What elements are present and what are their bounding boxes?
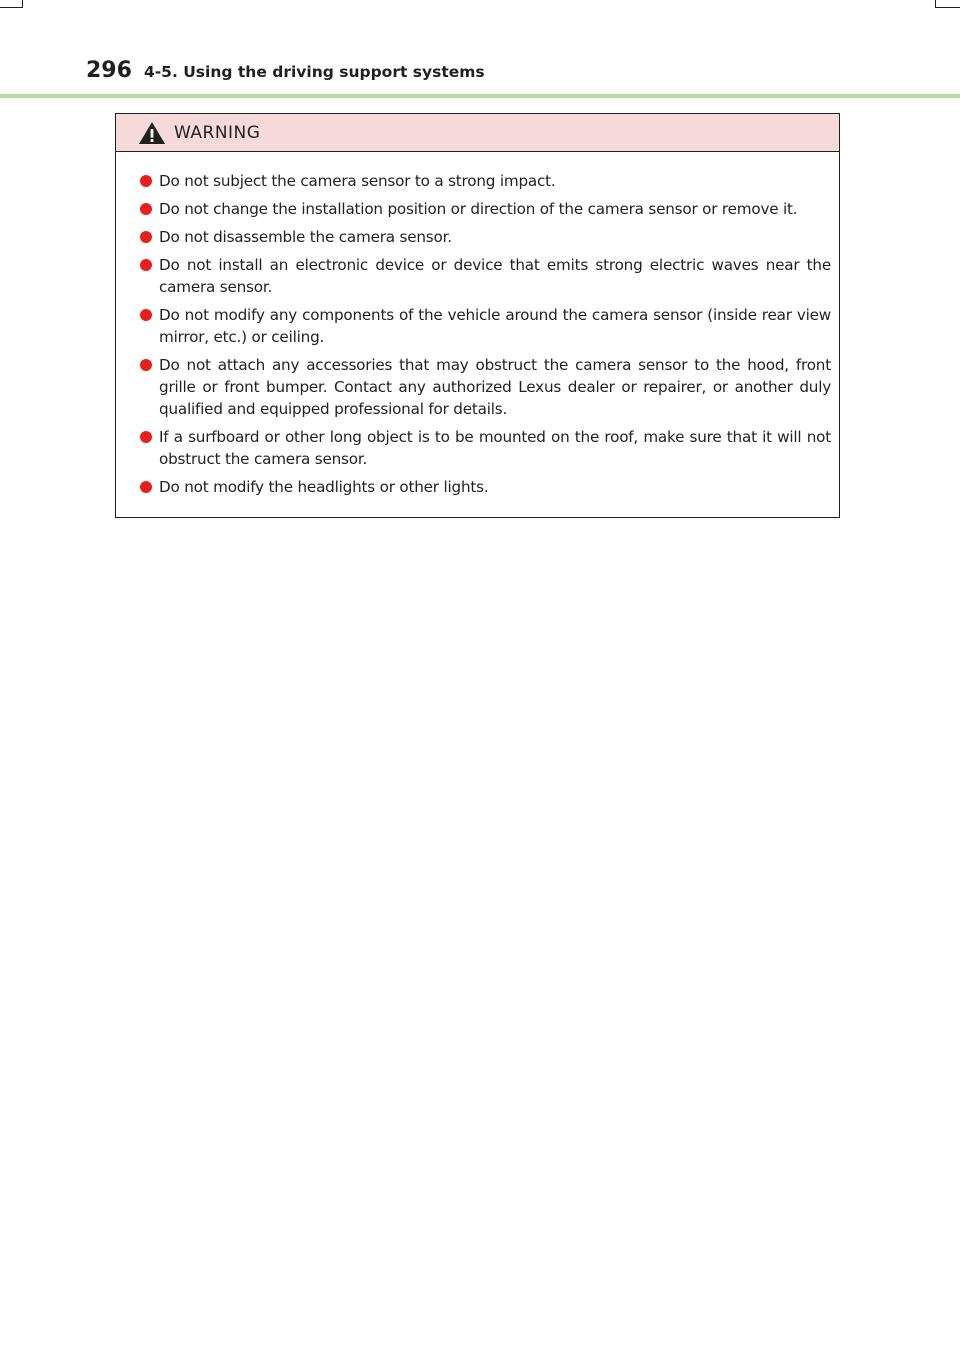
warning-item (140, 426, 831, 470)
warning-item (140, 476, 831, 498)
bullet-icon (140, 481, 152, 493)
bullet-icon (140, 359, 152, 371)
warning-title: WARNING (174, 122, 261, 143)
warning-item (140, 254, 831, 298)
crop-mark-top-right-horizontal (935, 7, 960, 8)
bullet-icon (140, 231, 152, 243)
warning-item-text: Do not install an electronic device or device that emits strong electric waves near the camera sensor. (159, 256, 831, 296)
warning-item-text: If a surfboard or other long object is to be mounted on the roof, make sure that it will not obstruct the camera sensor. (159, 428, 831, 468)
warning-item (140, 170, 831, 192)
header-rule (0, 94, 960, 98)
warning-item-text: Do not disassemble the camera sensor. (159, 228, 452, 246)
bullet-icon (140, 309, 152, 321)
page-number: 296 (86, 58, 132, 83)
bullet-icon (140, 203, 152, 215)
bullet-icon (140, 259, 152, 271)
warning-item-text: Do not attach any accessories that may obstruct the camera sensor to the hood, front grille or front bumper. Contact any authorized Lexus dealer or repairer, or another duly qualified and equipped professional for details. (159, 356, 831, 418)
crop-mark-top-left-vertical (22, 0, 23, 8)
crop-mark-top-left-horizontal (0, 7, 22, 8)
warning-item-text: Do not modify any components of the vehicle around the camera sensor (inside rear view mirror, etc.) or ceiling. (159, 306, 831, 346)
warning-box (115, 113, 840, 518)
warning-item-text: Do not modify the headlights or other lights. (159, 478, 489, 496)
warning-list (116, 152, 839, 498)
warning-triangle-icon (138, 121, 166, 145)
warning-item (140, 304, 831, 348)
warning-item-text: Do not subject the camera sensor to a strong impact. (159, 172, 556, 190)
warning-header (116, 114, 839, 152)
page-header (86, 58, 485, 90)
warning-item (140, 226, 831, 248)
section-title: 4-5. Using the driving support systems (143, 63, 485, 81)
bullet-icon (140, 431, 152, 443)
warning-item-text: Do not change the installation position or direction of the camera sensor or remove it. (159, 200, 798, 218)
bullet-icon (140, 175, 152, 187)
warning-item (140, 198, 831, 220)
warning-item (140, 354, 831, 420)
